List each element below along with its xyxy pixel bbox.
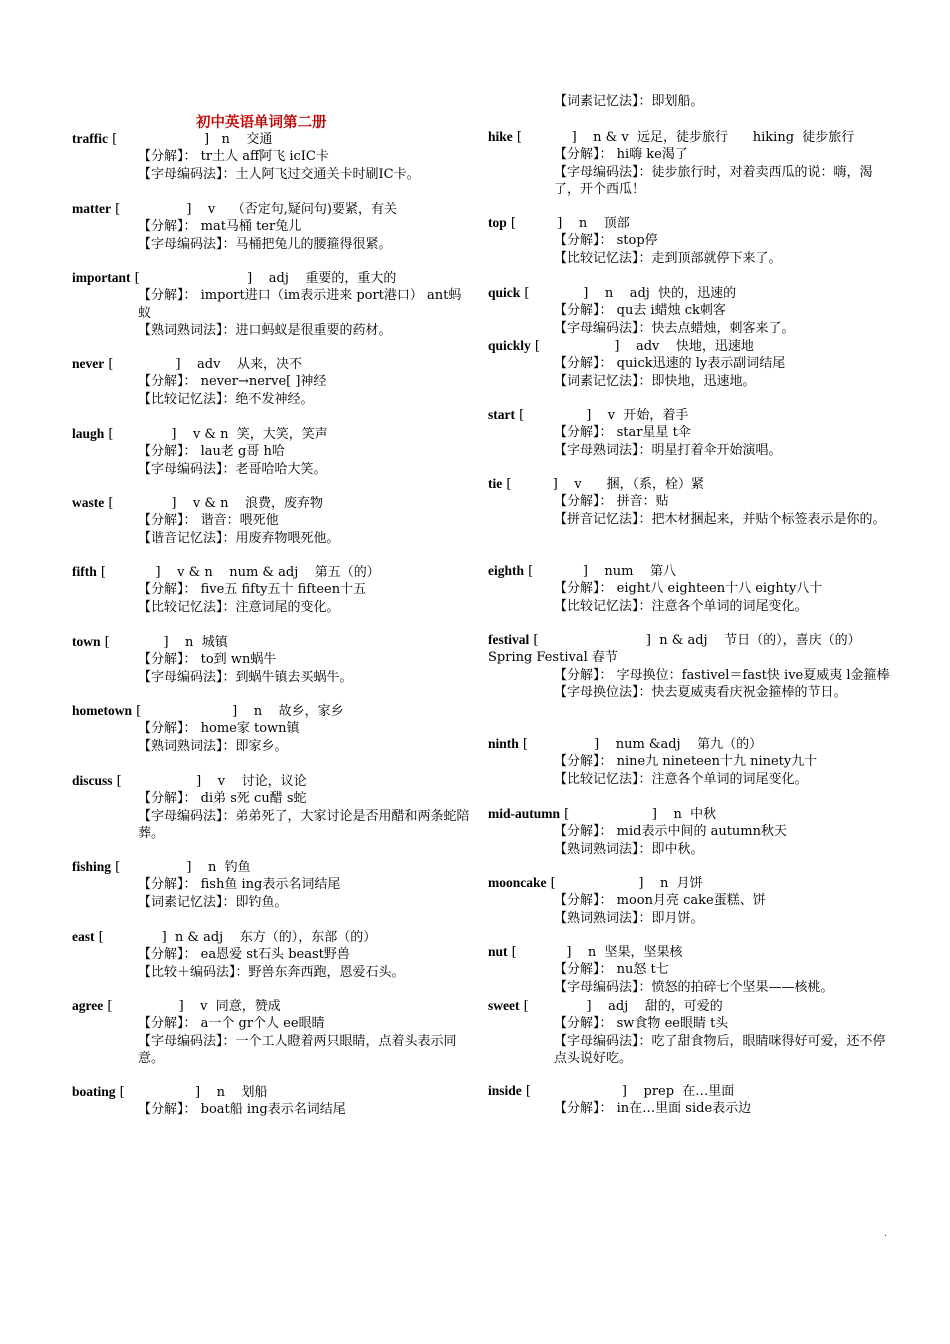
entry-headline (488, 406, 898, 424)
vocab-entry (72, 563, 472, 616)
mnemonic-line: 【分解】： fish鱼 ing表示名词结尾 (138, 877, 341, 893)
phonetic-blank: [ (515, 408, 587, 423)
mnemonic-line: 【拼音记忆法】：把木材捆起来，并贴个标签表示是你的。 (554, 511, 886, 527)
mnemonic-line: 【字母编码法】：快去点蜡烛，刺客来了。 (554, 320, 795, 336)
mnemonic-line: 【熟词熟词法】：进口蚂蚁是很重要的药材。 (138, 322, 392, 338)
entry-headline (72, 702, 472, 720)
vocab-entry (72, 269, 472, 339)
part-of-speech-and-meaning: ] n 坚果，坚果核 (566, 945, 683, 960)
mnemonic-line: 【字母编码法】：吃了甜食物后，眼睛咪得好可爱，还不停点头说好吃。 (554, 1033, 886, 1066)
mnemonic-line: 【分解】： home家 town镇 (138, 721, 300, 737)
vocab-entry (488, 631, 898, 701)
entry-headline (488, 997, 898, 1015)
entry-headline (72, 928, 472, 946)
mnemonic-line: 【分解】： import进口（im表示进来 port港口） ant蚂蚁 (138, 288, 462, 321)
mnemonic-line: 【分解】： never→nerve[ ]神经 (138, 374, 327, 390)
headword: ninth (488, 736, 519, 751)
part-of-speech-and-meaning: ] n 中秋 (651, 807, 717, 822)
mnemonic-line: 【分解】： 字母换位：fastivel＝fast快 ive夏威夷 l金箍棒 (554, 667, 890, 683)
mnemonic-line: 【比较记忆法】：注意各个单词的词尾变化。 (554, 771, 808, 787)
vocab-entry (72, 997, 472, 1067)
mnemonic-line: 【字母编码法】：愤怒的拍碎七个坚果——核桃。 (554, 979, 834, 995)
phonetic-blank: [ (507, 945, 567, 960)
entry-headline (488, 1082, 898, 1100)
phonetic-blank: [ (506, 216, 558, 231)
vocab-entry (72, 1083, 472, 1119)
part-of-speech-and-meaning: ] v 捆，（系，栓）紧 (552, 477, 705, 492)
entry-headline (488, 562, 898, 580)
entry-headline (72, 425, 472, 443)
part-of-speech-and-meaning: ] v （否定句,疑问句)要紧，有关 (186, 202, 397, 217)
part-of-speech-and-meaning: ] n adj 快的，迅速的 (583, 286, 737, 301)
part-of-speech-and-meaning: ] num 第八 (582, 564, 677, 579)
headword: traffic (72, 131, 108, 146)
vocab-entry (72, 772, 472, 842)
mnemonic-line: 【分解】： stop停 (554, 233, 658, 249)
phonetic-blank: [ (104, 496, 172, 511)
headword: hometown (72, 703, 132, 718)
mnemonic-line: 【字母编码法】：老哥哈哈大笑。 (138, 461, 327, 477)
headword: boating (72, 1084, 116, 1099)
mnemonic-line: 【字母编码法】：土人阿飞过交通关卡时刷IC卡。 (138, 166, 420, 182)
mnemonic-line: 【分解】： sw食物 ee眼睛 t头 (554, 1016, 729, 1032)
entry-headline (72, 355, 472, 373)
mnemonic-line: 【分解】： 拼音：贴 (554, 494, 669, 510)
vocab-entry (72, 494, 472, 547)
vocab-entry (488, 284, 898, 337)
entry-headline (72, 772, 472, 790)
vocab-entry (488, 1082, 898, 1118)
mnemonic-line: 【分解】： nine九 nineteen十九 ninety九十 (554, 754, 818, 770)
phonetic-blank: [ (512, 130, 572, 145)
headword: mid-autumn (488, 806, 561, 821)
phonetic-blank: [ (111, 860, 187, 875)
part-of-speech-and-meaning: ] n 故乡，家乡 (232, 704, 344, 719)
phonetic-blank: [ (520, 286, 584, 301)
headword: eighth (488, 563, 525, 578)
mnemonic-line: 【字母换位法】：快去夏威夷看庆祝金箍棒的节日。 (554, 684, 847, 700)
part-of-speech-and-meaning: ] n 月饼 (638, 876, 703, 891)
entry-headline (72, 563, 472, 581)
vocab-entry (72, 355, 472, 408)
page-title: 初中英语单词第二册 (196, 115, 327, 131)
mnemonic-line: 【分解】： five五 fifty五十 fifteen十五 (138, 582, 367, 598)
mnemonic-line: 【分解】： hi嗨 ke渴了 (554, 147, 688, 163)
part-of-speech-and-meaning: ] n 划船 (194, 1085, 268, 1100)
vocab-entry (72, 130, 472, 183)
phonetic-blank: [ (560, 807, 652, 822)
mnemonic-line: 【字母编码法】：徒步旅行时，对着卖西瓜的说：嗨，渴了，开个西瓜！ (554, 164, 873, 197)
note-line: 【词素记忆法】：即划船。 (554, 94, 704, 109)
vocab-entry (488, 406, 898, 459)
mnemonic-line: 【比较记忆法】：走到顶部就停下来了。 (554, 250, 782, 266)
phonetic-blank: [ (110, 202, 187, 217)
phonetic-blank: [ (530, 339, 615, 354)
headword: discuss (72, 773, 113, 788)
entry-headline (488, 337, 898, 355)
headword: mooncake (488, 875, 547, 890)
part-of-speech-and-meaning: ] n 交通 (203, 132, 273, 147)
mnemonic-line: 【分解】： a一个 gr个人 ee眼睛 (138, 1016, 325, 1032)
entry-continuation: Spring Festival 春节 (488, 650, 618, 666)
part-of-speech-and-meaning: ] v 开始，着手 (586, 408, 689, 423)
mnemonic-line: 【比较记忆法】：注意各个单词的词尾变化。 (554, 598, 808, 614)
mnemonic-line: 【熟词熟词法】：即月饼。 (554, 910, 704, 926)
phonetic-blank: [ (130, 271, 248, 286)
part-of-speech-and-meaning: ] v & n 笑，大笑，笑声 (171, 427, 328, 442)
mnemonic-line: 【分解】： tr土人 aff阿飞 icIC卡 (138, 149, 329, 165)
part-of-speech-and-meaning: ] adj 甜的，可爱的 (586, 999, 723, 1014)
entry-headline (72, 269, 472, 287)
part-of-speech-and-meaning: ] v & n 浪费，废弃物 (171, 496, 323, 511)
entry-headline (488, 214, 898, 232)
entry-headline (488, 805, 898, 823)
entry-headline (72, 130, 472, 148)
entry-headline (488, 874, 898, 892)
vocab-entry (488, 128, 898, 198)
mnemonic-line: 【分解】： quick迅速的 ly表示副词结尾 (554, 356, 786, 372)
phonetic-blank: [ (529, 633, 646, 648)
headword: fishing (72, 859, 112, 874)
part-of-speech-and-meaning: ] v & n num & adj 第五（的） (155, 565, 380, 580)
vocab-entry (488, 562, 898, 615)
entry-headline (488, 735, 898, 753)
phonetic-blank: [ (115, 1085, 195, 1100)
vocab-entry (488, 475, 898, 528)
mnemonic-line: 【分解】： ea恩爱 st石头 beast野兽 (138, 947, 350, 963)
entry-headline (488, 284, 898, 302)
mnemonic-line: 【分解】： star星星 t伞 (554, 425, 691, 441)
part-of-speech-and-meaning: ] v 同意，赞成 (178, 999, 281, 1014)
mnemonic-line: 【字母编码法】：马桶把兔儿的腰箍得很紧。 (138, 236, 392, 252)
mnemonic-line: 【字母熟词法】：明星打着伞开始演唱。 (554, 442, 782, 458)
mnemonic-line: 【熟词熟词法】：即中秋。 (554, 841, 704, 857)
part-of-speech-and-meaning: ] n & adj 节日（的），喜庆（的） (645, 633, 861, 648)
part-of-speech-and-meaning: ] v 讨论，议论 (196, 774, 307, 789)
entry-headline (488, 631, 898, 649)
headword: quick (488, 285, 521, 300)
mnemonic-line: 【分解】： in在…里面 side表示边 (554, 1101, 752, 1117)
headword: festival (488, 632, 530, 647)
entry-headline (72, 997, 472, 1015)
phonetic-blank: [ (546, 876, 639, 891)
mnemonic-line: 【分解】： lau老 g哥 h哈 (138, 444, 285, 460)
mnemonic-line: 【字母编码法】：到蜗牛镇去买蜗牛。 (138, 669, 353, 685)
headword: nut (488, 944, 508, 959)
part-of-speech-and-meaning: ] num &adj 第九（的） (594, 737, 763, 752)
mnemonic-line: 【字母编码法】：弟弟死了，大家讨论是否用醋和两条蛇陪葬。 (138, 808, 470, 841)
vocab-entry (488, 337, 898, 390)
headword: important (72, 270, 131, 285)
headword: quickly (488, 338, 531, 353)
headword: start (488, 407, 515, 422)
entry-headline (488, 475, 898, 493)
headword: tie (488, 476, 503, 491)
mnemonic-line: 【分解】： to到 wn蜗牛 (138, 652, 277, 668)
phonetic-blank: [ (132, 704, 233, 719)
vocab-entry (488, 943, 898, 996)
mnemonic-line: 【分解】： di弟 s死 cu醋 s蛇 (138, 791, 307, 807)
phonetic-blank: [ (100, 635, 164, 650)
mnemonic-line: 【分解】： moon月亮 cake蛋糕、饼 (554, 893, 766, 909)
phonetic-blank: [ (104, 427, 172, 442)
mnemonic-line: 【分解】： qu去 i蜡烛 ck刺客 (554, 303, 726, 319)
vocab-entry (72, 928, 472, 981)
vocab-entry (72, 200, 472, 253)
phonetic-blank: [ (104, 357, 176, 372)
headword: east (72, 929, 95, 944)
part-of-speech-and-meaning: ] adj 重要的，重大的 (247, 271, 397, 286)
headword: waste (72, 495, 105, 510)
mnemonic-line: 【比较记忆法】：绝不发神经。 (138, 391, 314, 407)
headword: hike (488, 129, 513, 144)
entry-headline (72, 858, 472, 876)
entry-headline (72, 200, 472, 218)
entry-headline (488, 943, 898, 961)
part-of-speech-and-meaning: ] n 钓鱼 (186, 860, 251, 875)
vocab-entry (488, 874, 898, 927)
mnemonic-line: 【谐音记忆法】：用废弃物喂死他。 (138, 530, 340, 546)
headword: matter (72, 201, 111, 216)
headword: inside (488, 1083, 522, 1098)
mnemonic-line: 【分解】： nu怒 t七 (554, 962, 669, 978)
mnemonic-line: 【比较记忆法】：注意词尾的变化。 (138, 599, 340, 615)
phonetic-blank: [ (112, 774, 197, 789)
entry-headline (488, 128, 898, 146)
phonetic-blank: [ (94, 930, 162, 945)
headword: fifth (72, 564, 97, 579)
mnemonic-line: 【熟词熟词法】：即家乡。 (138, 738, 288, 754)
part-of-speech-and-meaning: ] n 城镇 (163, 635, 228, 650)
headword: top (488, 215, 507, 230)
part-of-speech-and-meaning: ] adv 从来，决不 (175, 357, 302, 372)
vocab-entry (488, 735, 898, 788)
mnemonic-line: 【分解】： 谐音：喂死他 (138, 513, 279, 529)
phonetic-blank: [ (96, 565, 156, 580)
phonetic-blank: [ (518, 737, 595, 752)
headword: agree (72, 998, 104, 1013)
phonetic-blank: [ (524, 564, 583, 579)
vocab-entry (72, 858, 472, 911)
mnemonic-line: 【词素记忆法】：即快地，迅速地。 (554, 373, 756, 389)
vocab-entry (488, 214, 898, 267)
vocab-entry (72, 702, 472, 755)
entry-headline (72, 494, 472, 512)
vocab-entry (72, 633, 472, 686)
phonetic-blank: [ (103, 999, 179, 1014)
vocab-entry (72, 425, 472, 478)
mnemonic-line: 【分解】： mid表示中间的 autumn秋天 (554, 824, 787, 840)
vocab-entry (488, 997, 898, 1067)
phonetic-blank: [ (521, 1084, 622, 1099)
phonetic-blank: [ (519, 999, 587, 1014)
headword: town (72, 634, 101, 649)
mnemonic-line: 【词素记忆法】：即钓鱼。 (138, 894, 288, 910)
phonetic-blank: [ (502, 477, 553, 492)
part-of-speech-and-meaning: ] n & adj 东方（的），东部（的） (161, 930, 377, 945)
mnemonic-line: 【比较＋编码法】：野兽东奔西跑，恩爱石头。 (138, 964, 405, 980)
phonetic-blank: [ (107, 132, 204, 147)
top-note (488, 93, 898, 110)
mnemonic-line: 【分解】： eight八 eighteen十八 eighty八十 (554, 581, 823, 597)
vocab-entry (488, 805, 898, 858)
part-of-speech-and-meaning: ] n 顶部 (557, 216, 630, 231)
part-of-speech-and-meaning: ] prep 在…里面 (621, 1084, 735, 1099)
headword: never (72, 356, 105, 371)
entry-headline (72, 1083, 472, 1101)
part-of-speech-and-meaning: ] adv 快地，迅速地 (614, 339, 754, 354)
headword: sweet (488, 998, 520, 1013)
mnemonic-line: 【字母编码法】：一个工人瞪着两只眼睛，点着头表示同意。 (138, 1033, 457, 1066)
mnemonic-line: 【分解】： mat马桶 ter兔儿 (138, 219, 302, 235)
part-of-speech-and-meaning: ] n & v 远足，徒步旅行 hiking 徒步旅行 (571, 130, 855, 145)
headword: laugh (72, 426, 105, 441)
entry-headline (72, 633, 472, 651)
footer-mark: . (884, 1228, 888, 1239)
mnemonic-line: 【分解】： boat船 ing表示名词结尾 (138, 1102, 346, 1118)
